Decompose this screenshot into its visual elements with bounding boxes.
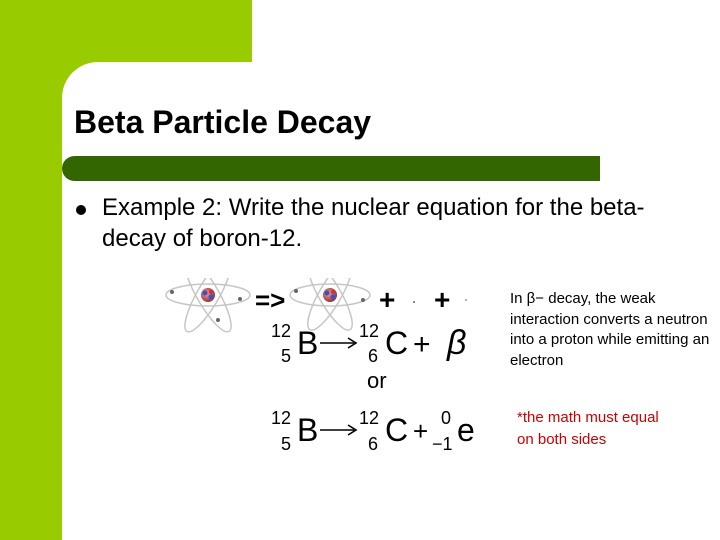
product-atomic-number: 6: [368, 346, 379, 366]
product-mass-number: 12: [359, 321, 380, 341]
reactant-atomic-number: 5: [281, 434, 292, 454]
electron-symbol: e: [457, 412, 475, 448]
plus-sign-2: +: [434, 284, 451, 315]
reactant-atomic-number: 5: [281, 346, 292, 366]
title-underline-bar: [62, 156, 600, 181]
product-atomic-number: 6: [368, 434, 379, 454]
reactant-mass-number: 12: [271, 408, 292, 428]
electron-mass-number: 0: [441, 408, 452, 428]
product-symbol: C: [385, 325, 409, 361]
beta-particle-symbol: β: [447, 324, 467, 362]
reactant-symbol: B: [297, 325, 319, 361]
plus-sign-1: +: [379, 284, 396, 315]
equation-2: [271, 408, 475, 454]
equation-1: [271, 321, 466, 366]
math-balance-note: *the math must equal on both sides: [517, 409, 659, 448]
reactant-mass-number: 12: [271, 321, 292, 341]
plus-sign-eq2: +: [413, 416, 429, 446]
electron-dot: [413, 301, 415, 303]
nuclear-equation-figure: [160, 278, 492, 464]
slide-title: Beta Particle Decay: [74, 104, 372, 140]
bullet-text: Example 2: Write the nuclear equation for the beta-decay of boron-12.: [102, 194, 645, 252]
reactant-symbol: B: [297, 412, 319, 448]
or-separator: or: [367, 368, 387, 393]
electron-charge-number: −1: [432, 434, 453, 454]
beta-decay-explanation: In β− decay, the weak interaction converts a neutron into a proton while emitting an electron: [510, 290, 710, 369]
yields-arrow-icon: [320, 425, 356, 435]
green-left-strip: [0, 0, 62, 540]
electron-dot: [465, 299, 467, 301]
plus-sign-eq1: +: [413, 328, 431, 361]
bullet-dot: [76, 205, 86, 215]
yields-arrow-icon: [320, 338, 356, 348]
boron-atom-icon: [166, 278, 250, 337]
reaction-arrow-text: =>: [255, 285, 286, 315]
product-symbol: C: [385, 412, 409, 448]
product-mass-number: 12: [359, 408, 380, 428]
